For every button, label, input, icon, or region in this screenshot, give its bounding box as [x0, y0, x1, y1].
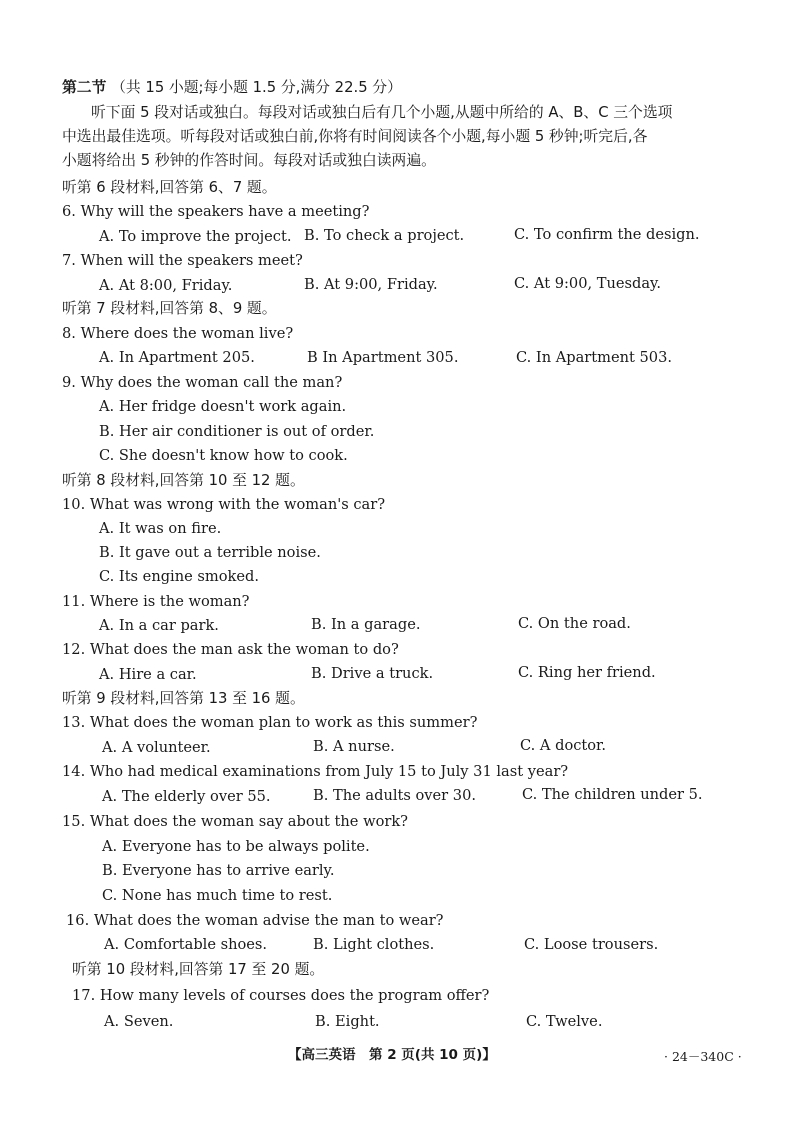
- section-title: 第二节: [62, 79, 107, 96]
- q8-option-b: B In Apartment 305.: [307, 349, 459, 366]
- question-13: 13. What does the woman plan to work as this summer?: [62, 714, 478, 731]
- q9-option-b: B. Her air conditioner is out of order.: [99, 423, 375, 440]
- section-header: [62, 78, 402, 98]
- q16-option-a: A. Comfortable shoes.: [104, 936, 268, 953]
- q15-option-c: C. None has much time to rest.: [102, 887, 333, 904]
- q16-option-b: B. Light clothes.: [313, 936, 435, 953]
- q6-option-b: B. To check a project.: [304, 227, 465, 244]
- material-header-8: 听第 8 段材料,回答第 10 至 12 题。: [62, 472, 305, 489]
- question-12: 12. What does the man ask the woman to do?: [62, 641, 399, 658]
- question-14: 14. Who had medical examinations from July 15 to July 31 last year?: [62, 763, 569, 780]
- question-9: 9. Why does the woman call the man?: [62, 374, 343, 391]
- q7-option-b: B. At 9:00, Friday.: [304, 276, 438, 293]
- question-10: 10. What was wrong with the woman's car?: [62, 496, 386, 513]
- q8-option-c: C. In Apartment 503.: [516, 349, 673, 366]
- material-header-7: 听第 7 段材料,回答第 8、9 题。: [62, 300, 277, 317]
- q14-option-c: C. The children under 5.: [522, 786, 703, 803]
- q9-option-c: C. She doesn't know how to cook.: [99, 447, 348, 464]
- q11-option-c: C. On the road.: [518, 615, 631, 632]
- question-8: 8. Where does the woman live?: [62, 325, 294, 342]
- q17-option-b: B. Eight.: [315, 1013, 380, 1030]
- question-6: 6. Why will the speakers have a meeting?: [62, 203, 370, 220]
- q12-option-a: A. Hire a car.: [99, 666, 197, 683]
- material-header-6: 听第 6 段材料,回答第 6、7 题。: [62, 179, 277, 196]
- q14-option-a: A. The elderly over 55.: [102, 788, 271, 805]
- question-7: 7. When will the speakers meet?: [62, 252, 303, 269]
- q8-option-a: A. In Apartment 205.: [99, 349, 255, 366]
- q6-option-a: A. To improve the project.: [99, 228, 292, 245]
- material-header-10: 听第 10 段材料,回答第 17 至 20 题。: [72, 961, 325, 978]
- question-15: 15. What does the woman say about the work?: [62, 813, 409, 830]
- q7-option-c: C. At 9:00, Tuesday.: [514, 275, 662, 292]
- q11-option-a: A. In a car park.: [99, 617, 219, 634]
- question-16: 16. What does the woman advise the man to wear?: [66, 912, 444, 929]
- instruction-line-2: 中选出最佳选项。听每段对话或独白前,你将有时间阅读各个小题,每小题 5 秒钟;听完后,各: [62, 128, 648, 145]
- q9-option-a: A. Her fridge doesn't work again.: [99, 398, 347, 415]
- q10-option-a: A. It was on fire.: [99, 520, 222, 537]
- q13-option-c: C. A doctor.: [520, 737, 607, 754]
- instruction-line-3: 小题将给出 5 秒钟的作答时间。每段对话或独白读两遍。: [62, 152, 436, 169]
- q6-option-c: C. To confirm the design.: [514, 226, 700, 243]
- q12-option-b: B. Drive a truck.: [311, 665, 434, 682]
- q16-option-c: C. Loose trousers.: [524, 936, 659, 953]
- q7-option-a: A. At 8:00, Friday.: [99, 277, 233, 294]
- q11-option-b: B. In a garage.: [311, 616, 421, 633]
- question-11: 11. Where is the woman?: [62, 593, 250, 610]
- q17-option-c: C. Twelve.: [526, 1013, 603, 1030]
- material-header-9: 听第 9 段材料,回答第 13 至 16 题。: [62, 690, 305, 707]
- exam-code: · 24－340C ·: [664, 1049, 742, 1064]
- section-note: （共 15 小题;每小题 1.5 分,满分 22.5 分）: [111, 79, 402, 96]
- q15-option-a: A. Everyone has to be always polite.: [102, 838, 370, 855]
- q10-option-b: B. It gave out a terrible noise.: [99, 544, 321, 561]
- q15-option-b: B. Everyone has to arrive early.: [102, 862, 335, 879]
- q12-option-c: C. Ring her friend.: [518, 664, 656, 681]
- page-label: 【高三英语 第 2 页(共 10 页)】: [288, 1047, 496, 1063]
- q13-option-a: A. A volunteer.: [102, 739, 211, 756]
- q13-option-b: B. A nurse.: [313, 738, 395, 755]
- q14-option-b: B. The adults over 30.: [313, 787, 477, 804]
- question-17: 17. How many levels of courses does the program offer?: [72, 987, 490, 1004]
- instruction-line-1: 听下面 5 段对话或独白。每段对话或独白后有几个小题,从题中所给的 A、B、C 三个选项: [91, 104, 673, 121]
- q17-option-a: A. Seven.: [104, 1013, 174, 1030]
- q10-option-c: C. Its engine smoked.: [99, 568, 259, 585]
